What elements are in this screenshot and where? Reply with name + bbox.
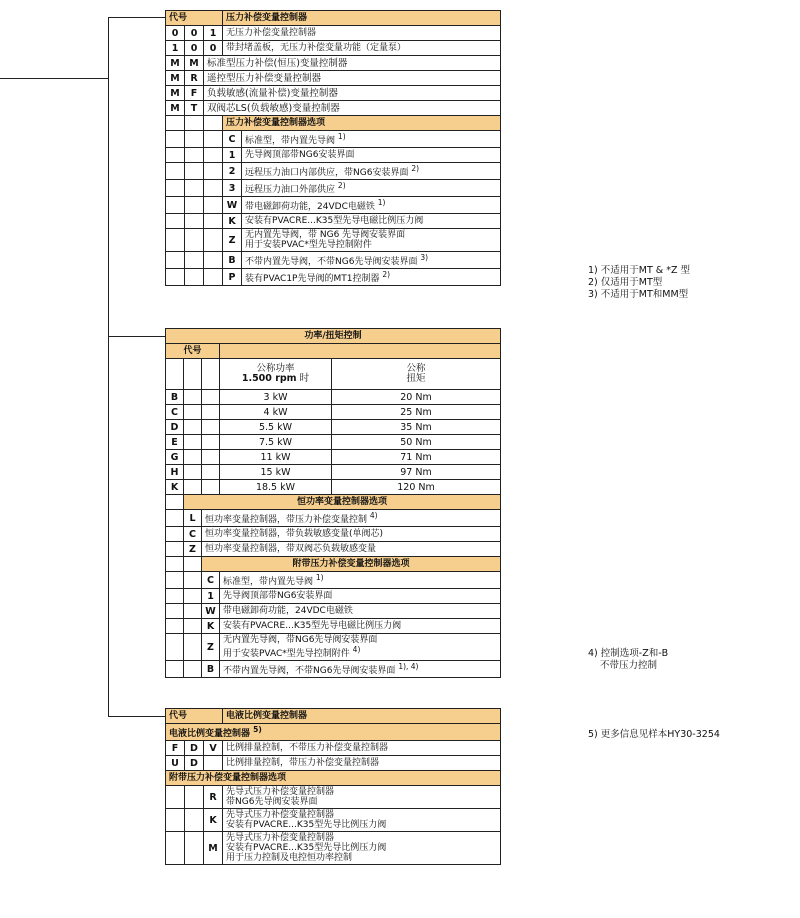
- code-char: F: [166, 741, 185, 756]
- power-torque-table: [165, 328, 501, 678]
- table-row: [166, 619, 501, 634]
- torque-value: 25 Nm: [332, 405, 501, 420]
- power-value: 18.5 kW: [220, 480, 332, 495]
- option-description: 不带内置先导阀，不带NG6先导阀安装界面 $^{3)}$: [242, 252, 501, 269]
- footnote-2: 2) 仅适用于MT型: [588, 277, 663, 288]
- code-char: R: [185, 71, 204, 86]
- option-code: W: [223, 197, 242, 214]
- table-row: [166, 832, 501, 865]
- code-char: M: [166, 101, 185, 116]
- row-description: 带封堵盖板，无压力补偿变量功能（定量泵）: [223, 41, 501, 56]
- torque-value: 35 Nm: [332, 420, 501, 435]
- table-row: [166, 450, 501, 465]
- option-description: 无内置先导阀，带NG6先导阀安装界面 用于安装PVAC*型先导控制附件 $^{4)}$: [220, 634, 501, 661]
- option-code: L: [184, 510, 202, 527]
- table-row: [166, 197, 501, 214]
- constant-power-options-title: 恒功率变量控制器选项: [184, 495, 501, 510]
- option-description: 远程压力油口外部供应 $^{2)}$: [242, 180, 501, 197]
- code-char: F: [185, 86, 204, 101]
- code-label-row: [166, 344, 501, 359]
- footnote-3: 3) 不适用于MT和MM型: [588, 289, 689, 300]
- table-row: [166, 741, 501, 756]
- option-code: C: [223, 131, 242, 148]
- power-code: E: [166, 435, 184, 450]
- options-header-row: [166, 116, 501, 131]
- section-header-row: [166, 557, 501, 572]
- pressure-comp-options-title: 附带压力补偿变量控制器选项: [166, 771, 501, 786]
- option-description: 先导式压力补偿变量控制器 安装有PVACRE...K35型先导比例压力阀: [223, 809, 501, 832]
- torque-value: 20 Nm: [332, 390, 501, 405]
- code-char: M: [166, 71, 185, 86]
- torque-value: 97 Nm: [332, 465, 501, 480]
- option-code: P: [223, 269, 242, 286]
- option-code: Z: [223, 229, 242, 252]
- option-code: B: [223, 252, 242, 269]
- column-header-row: [166, 359, 501, 390]
- table-row: [166, 510, 501, 527]
- option-description: 安装有PVACRE...K35型先导电磁比例压力阀: [242, 214, 501, 229]
- table-row: [166, 527, 501, 542]
- table-row: [166, 405, 501, 420]
- option-description: 带电磁卸荷功能，24VDC电磁铁: [220, 604, 501, 619]
- code-header: 代号: [166, 11, 223, 26]
- power-value: 11 kW: [220, 450, 332, 465]
- table-row: [166, 101, 501, 116]
- code-char: U: [166, 756, 185, 771]
- table-row: [166, 269, 501, 286]
- table-row: [166, 542, 501, 557]
- connector-to-table1: [108, 17, 165, 18]
- option-code: K: [204, 809, 223, 832]
- option-code: 3: [223, 180, 242, 197]
- option-description: 远程压力油口内部供应，带NG6安装界面 $^{2)}$: [242, 163, 501, 180]
- power-value: 3 kW: [220, 390, 332, 405]
- connector-to-table2: [108, 336, 165, 337]
- code-char: M: [166, 56, 185, 71]
- table-row: [166, 634, 501, 661]
- row-description: 双阀芯LS(负载敏感)变量控制器: [204, 101, 501, 116]
- table-row: [166, 41, 501, 56]
- footnote-4-continued: 不带压力控制: [600, 660, 658, 671]
- table-row: [166, 56, 501, 71]
- row-description: 无压力补偿变量控制器: [223, 26, 501, 41]
- table-row: [166, 435, 501, 450]
- torque-value: 71 Nm: [332, 450, 501, 465]
- sub-title: 电液比例变量控制器 $^{5)}$: [166, 724, 501, 741]
- table-row: [166, 229, 501, 252]
- table-title: 压力补偿变量控制器: [223, 11, 501, 26]
- option-code: Z: [202, 634, 220, 661]
- option-description: 恒功率变量控制器，带压力补偿变量控制 $^{4)}$: [202, 510, 501, 527]
- section-header-row: [166, 495, 501, 510]
- option-description: 安装有PVACRE...K35型先导电磁比例压力阀: [220, 619, 501, 634]
- code-char: 0: [185, 41, 204, 56]
- column-header-torque: 公称 扭矩: [332, 359, 501, 390]
- option-description: 恒功率变量控制器，带负载敏感变量(单阀芯): [202, 527, 501, 542]
- table-row: [166, 756, 501, 771]
- table-row: [166, 661, 501, 678]
- section-header-row: [166, 771, 501, 786]
- option-description: 恒功率变量控制器，带双阀芯负载敏感变量: [202, 542, 501, 557]
- table-row: [166, 180, 501, 197]
- power-code: H: [166, 465, 184, 480]
- column-header-power: 公称功率 1.500 rpm 时: [220, 359, 332, 390]
- power-value: 4 kW: [220, 405, 332, 420]
- power-code: B: [166, 390, 184, 405]
- table-title: 电液比例变量控制器: [223, 709, 501, 724]
- option-code: 2: [223, 163, 242, 180]
- table-row: [166, 214, 501, 229]
- row-description: 标准型压力补偿(恒压)变量控制器: [204, 56, 501, 71]
- option-description: 装有PVAC1P先导阀的MT1控制器 $^{2)}$: [242, 269, 501, 286]
- table-row: [166, 131, 501, 148]
- footnote-5: 5) 更多信息见样本HY30-3254: [588, 729, 720, 740]
- power-code: C: [166, 405, 184, 420]
- pressure-comp-options-title: 附带压力补偿变量控制器选项: [202, 557, 501, 572]
- table-header-row: [166, 709, 501, 724]
- option-description: 先导阀顶部带NG6安装界面: [220, 589, 501, 604]
- code-char: 1: [204, 26, 223, 41]
- connector-to-table3: [108, 716, 165, 717]
- code-header: 代号: [166, 344, 220, 359]
- code-char: 0: [166, 26, 185, 41]
- option-description: 标准型，带内置先导阀 $^{1)}$: [220, 572, 501, 589]
- pressure-compensator-table: [165, 10, 501, 286]
- torque-value: 120 Nm: [332, 480, 501, 495]
- code-char: 0: [204, 41, 223, 56]
- table-row: [166, 604, 501, 619]
- option-description: 无内置先导阀，带 NG6 先导阀安装界面 用于安装PVAC*型先导控制附件: [242, 229, 501, 252]
- option-code: C: [184, 527, 202, 542]
- table-row: [166, 86, 501, 101]
- option-code: K: [223, 214, 242, 229]
- table-row: [166, 465, 501, 480]
- torque-value: 50 Nm: [332, 435, 501, 450]
- option-code: 1: [223, 148, 242, 163]
- table-header-row: [166, 329, 501, 344]
- code-char: V: [204, 741, 223, 756]
- footnote-4: 4) 控制选项-Z和-B: [588, 648, 669, 659]
- option-description: 不带内置先导阀，不带NG6先导阀安装界面 $^{1), 4)}$: [220, 661, 501, 678]
- code-char: 0: [185, 26, 204, 41]
- power-value: 5.5 kW: [220, 420, 332, 435]
- table-header-row: [166, 11, 501, 26]
- option-code: M: [204, 832, 223, 865]
- table-row: [166, 148, 501, 163]
- proportional-control-table: [165, 708, 501, 865]
- code-char: D: [185, 741, 204, 756]
- option-description: 先导式压力补偿变量控制器 带NG6先导阀安装界面: [223, 786, 501, 809]
- option-code: 1: [202, 589, 220, 604]
- option-description: 标准型，带内置先导阀 $^{1)}$: [242, 131, 501, 148]
- power-code: G: [166, 450, 184, 465]
- table-row: [166, 786, 501, 809]
- row-description: 负载敏感(流量补偿)变量控制器: [204, 86, 501, 101]
- table-row: [166, 252, 501, 269]
- sub-header-row: [166, 724, 501, 741]
- table-title: 功率/扭矩控制: [166, 329, 501, 344]
- table-row: [166, 572, 501, 589]
- option-code: K: [202, 619, 220, 634]
- table-row: [166, 163, 501, 180]
- table-row: [166, 390, 501, 405]
- power-code: K: [166, 480, 184, 495]
- option-code: R: [204, 786, 223, 809]
- code-char: 1: [166, 41, 185, 56]
- option-description: 带电磁卸荷功能，24VDC电磁铁 $^{1)}$: [242, 197, 501, 214]
- code-char: D: [185, 756, 204, 771]
- code-char: M: [166, 86, 185, 101]
- option-code: B: [202, 661, 220, 678]
- power-value: 15 kW: [220, 465, 332, 480]
- code-header: 代号: [166, 709, 223, 724]
- footnote-1: 1) 不适用于MT & *Z 型: [588, 265, 690, 276]
- connector-vertical-spine: [108, 17, 109, 717]
- power-value: 7.5 kW: [220, 435, 332, 450]
- table-row: [166, 26, 501, 41]
- table-row: [166, 809, 501, 832]
- options-title: 压力补偿变量控制器选项: [223, 116, 501, 131]
- row-description: 比例排量控制，不带压力补偿变量控制器: [223, 741, 501, 756]
- connector-horizontal-main: [0, 78, 108, 79]
- option-code: Z: [184, 542, 202, 557]
- option-code: W: [202, 604, 220, 619]
- row-description: 遥控型压力补偿变量控制器: [204, 71, 501, 86]
- table-row: [166, 71, 501, 86]
- code-char: M: [185, 56, 204, 71]
- table-row: [166, 589, 501, 604]
- power-code: D: [166, 420, 184, 435]
- option-description: 先导式压力补偿变量控制器 安装有PVACRE...K35型先导比例压力阀 用于压力控制及电控恒功率控制: [223, 832, 501, 865]
- code-char: T: [185, 101, 204, 116]
- row-description: 比例排量控制，带压力补偿变量控制器: [223, 756, 501, 771]
- table-row: [166, 420, 501, 435]
- option-code: C: [202, 572, 220, 589]
- option-description: 先导阀顶部带NG6安装界面: [242, 148, 501, 163]
- table-row: [166, 480, 501, 495]
